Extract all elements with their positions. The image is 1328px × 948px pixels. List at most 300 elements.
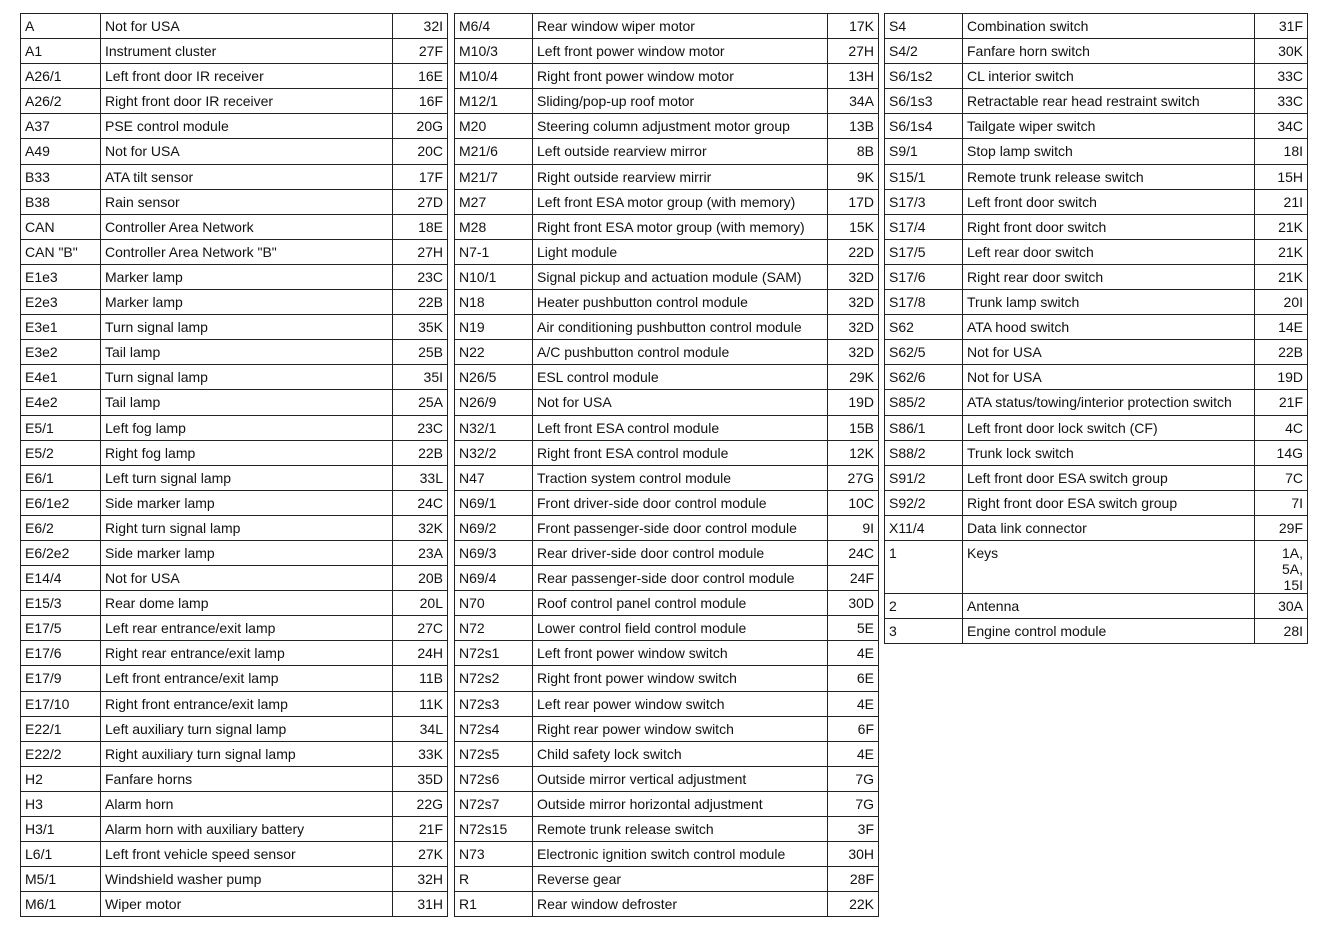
legend-row: [455, 139, 879, 164]
component-description: Stop lamp switch: [963, 139, 1255, 164]
component-description: Outside mirror horizontal adjustment: [533, 791, 828, 816]
component-description: Roof control panel control module: [533, 591, 828, 616]
legend-row: [455, 791, 879, 816]
component-description: Engine control module: [963, 619, 1255, 644]
grid-location: 18I: [1255, 139, 1308, 164]
legend-row: [21, 892, 448, 917]
legend-row: [455, 164, 879, 189]
legend-row: [885, 189, 1308, 214]
grid-location: 20I: [1255, 290, 1308, 315]
component-code: S4/2: [885, 39, 963, 64]
legend-row: [455, 465, 879, 490]
legend-row: [21, 139, 448, 164]
component-code: N72s6: [455, 766, 533, 791]
legend-row: [455, 691, 879, 716]
component-code: N72s1: [455, 641, 533, 666]
component-code: A1: [21, 39, 101, 64]
grid-location: 10C: [828, 490, 879, 515]
legend-row: [455, 14, 879, 39]
component-description: Fanfare horn switch: [963, 39, 1255, 64]
component-description: Left turn signal lamp: [101, 465, 393, 490]
component-description: Child safety lock switch: [533, 741, 828, 766]
grid-location: 21K: [1255, 214, 1308, 239]
grid-location: 6F: [828, 716, 879, 741]
component-code: M28: [455, 214, 533, 239]
legend-row: [885, 490, 1308, 515]
grid-location: 27F: [393, 39, 448, 64]
component-code: E22/1: [21, 716, 101, 741]
component-code: N26/9: [455, 390, 533, 415]
component-code: M6/1: [21, 892, 101, 917]
component-code: N18: [455, 290, 533, 315]
grid-location: 21I: [1255, 189, 1308, 214]
component-code: E1e3: [21, 264, 101, 289]
component-code: E5/2: [21, 440, 101, 465]
grid-location: 32D: [828, 264, 879, 289]
component-code: N69/2: [455, 515, 533, 540]
grid-location: 20L: [393, 591, 448, 616]
grid-location: 11K: [393, 691, 448, 716]
grid-location: 21K: [1255, 264, 1308, 289]
component-description: Sliding/pop-up roof motor: [533, 89, 828, 114]
legend-row: [455, 264, 879, 289]
component-description: Reverse gear: [533, 867, 828, 892]
component-description: Electronic ignition switch control module: [533, 842, 828, 867]
legend-row: [21, 390, 448, 415]
grid-location: 23A: [393, 540, 448, 565]
legend-row: [455, 641, 879, 666]
component-description: CL interior switch: [963, 64, 1255, 89]
component-description: Left front door IR receiver: [101, 64, 393, 89]
component-code: N19: [455, 315, 533, 340]
component-code: M10/4: [455, 64, 533, 89]
legend-row: [885, 440, 1308, 465]
legend-row: [455, 867, 879, 892]
legend-row: [21, 465, 448, 490]
component-description: Rain sensor: [101, 189, 393, 214]
legend-row: [885, 39, 1308, 64]
component-description: Data link connector: [963, 515, 1255, 540]
component-description: Right rear door switch: [963, 264, 1255, 289]
grid-location: 17F: [393, 164, 448, 189]
component-code: E17/6: [21, 641, 101, 666]
component-description: A/C pushbutton control module: [533, 340, 828, 365]
component-description: Wiper motor: [101, 892, 393, 917]
legend-row: [455, 540, 879, 565]
component-code: N32/1: [455, 415, 533, 440]
legend-row: [455, 440, 879, 465]
grid-location: 17D: [828, 189, 879, 214]
legend-row: [21, 741, 448, 766]
grid-location: 24F: [828, 566, 879, 591]
legend-row: [21, 716, 448, 741]
grid-location: 20G: [393, 114, 448, 139]
legend-row: [21, 490, 448, 515]
legend-row: [21, 867, 448, 892]
component-description: Left front ESA motor group (with memory): [533, 189, 828, 214]
component-description: Fanfare horns: [101, 766, 393, 791]
legend-row: [21, 440, 448, 465]
grid-location: 3F: [828, 817, 879, 842]
component-code: E15/3: [21, 591, 101, 616]
component-code: E2e3: [21, 290, 101, 315]
component-description: Front passenger-side door control module: [533, 515, 828, 540]
component-code: E22/2: [21, 741, 101, 766]
component-description: Left outside rearview mirror: [533, 139, 828, 164]
legend-row: [21, 290, 448, 315]
legend-row: [21, 641, 448, 666]
legend-row: [455, 892, 879, 917]
component-code: N72s4: [455, 716, 533, 741]
component-code: E6/1: [21, 465, 101, 490]
legend-row: [455, 842, 879, 867]
component-description: Signal pickup and actuation module (SAM): [533, 264, 828, 289]
component-description: Right front ESA motor group (with memory): [533, 214, 828, 239]
component-code: H2: [21, 766, 101, 791]
legend-row: [885, 415, 1308, 440]
component-description: Not for USA: [963, 365, 1255, 390]
legend-row: [21, 817, 448, 842]
grid-location: 7I: [1255, 490, 1308, 515]
component-code: 3: [885, 619, 963, 644]
component-code: B33: [21, 164, 101, 189]
component-code: E3e2: [21, 340, 101, 365]
legend-row: [455, 114, 879, 139]
component-code: S15/1: [885, 164, 963, 189]
component-code: N26/5: [455, 365, 533, 390]
component-description: Rear driver-side door control module: [533, 540, 828, 565]
legend-row: [455, 39, 879, 64]
legend-row: [21, 540, 448, 565]
grid-location: 35K: [393, 315, 448, 340]
component-code: M20: [455, 114, 533, 139]
grid-location: 24C: [393, 490, 448, 515]
grid-location: 25A: [393, 390, 448, 415]
component-description: Front driver-side door control module: [533, 490, 828, 515]
component-code: N69/4: [455, 566, 533, 591]
legend-row: [885, 465, 1308, 490]
grid-location: 7G: [828, 791, 879, 816]
grid-location: 27C: [393, 616, 448, 641]
grid-location: 33C: [1255, 64, 1308, 89]
grid-location: 28I: [1255, 619, 1308, 644]
grid-location: 30K: [1255, 39, 1308, 64]
component-code: E5/1: [21, 415, 101, 440]
component-description: Right front power window motor: [533, 64, 828, 89]
legend-row: [455, 214, 879, 239]
grid-location: 22B: [393, 440, 448, 465]
component-description: ATA tilt sensor: [101, 164, 393, 189]
component-code: N70: [455, 591, 533, 616]
grid-location: 24H: [393, 641, 448, 666]
component-description: Remote trunk release switch: [963, 164, 1255, 189]
component-description: Right front entrance/exit lamp: [101, 691, 393, 716]
component-code: S6/1s3: [885, 89, 963, 114]
component-description: Instrument cluster: [101, 39, 393, 64]
grid-location: 15K: [828, 214, 879, 239]
grid-location: 4E: [828, 641, 879, 666]
component-code: E14/4: [21, 566, 101, 591]
grid-location: 8B: [828, 139, 879, 164]
grid-location: 27G: [828, 465, 879, 490]
component-description: Keys: [963, 540, 1255, 593]
component-description: ESL control module: [533, 365, 828, 390]
component-code: N73: [455, 842, 533, 867]
component-description: Tail lamp: [101, 390, 393, 415]
component-code: N72s5: [455, 741, 533, 766]
legend-row: [21, 515, 448, 540]
component-code: X11/4: [885, 515, 963, 540]
component-code: S17/5: [885, 239, 963, 264]
component-code: E6/2: [21, 515, 101, 540]
component-description: ATA hood switch: [963, 315, 1255, 340]
component-code: A26/2: [21, 89, 101, 114]
component-description: Rear passenger-side door control module: [533, 566, 828, 591]
legend-row: [21, 340, 448, 365]
legend-row: [455, 89, 879, 114]
component-description: Rear dome lamp: [101, 591, 393, 616]
grid-location: 32D: [828, 340, 879, 365]
grid-location: 21K: [1255, 239, 1308, 264]
component-code: 1: [885, 540, 963, 593]
grid-location: 30A: [1255, 593, 1308, 618]
legend-row: [885, 214, 1308, 239]
component-code: E4e1: [21, 365, 101, 390]
legend-row: [885, 89, 1308, 114]
legend-row: [455, 741, 879, 766]
grid-location: 13B: [828, 114, 879, 139]
grid-location: 22B: [1255, 340, 1308, 365]
legend-row: [21, 842, 448, 867]
legend-row: [21, 566, 448, 591]
legend-row: [885, 114, 1308, 139]
component-description: Steering column adjustment motor group: [533, 114, 828, 139]
component-description: Combination switch: [963, 14, 1255, 39]
component-code: CAN: [21, 214, 101, 239]
legend-row: [455, 591, 879, 616]
legend-row: [455, 390, 879, 415]
legend-table-column-1: [20, 13, 448, 917]
legend-row: [885, 340, 1308, 365]
grid-location: 24C: [828, 540, 879, 565]
grid-location: 29F: [1255, 515, 1308, 540]
legend-row: [885, 619, 1308, 644]
legend-row: [885, 239, 1308, 264]
component-description: Not for USA: [101, 566, 393, 591]
component-code: N47: [455, 465, 533, 490]
component-code: S62/6: [885, 365, 963, 390]
grid-location: 15H: [1255, 164, 1308, 189]
component-code: E17/5: [21, 616, 101, 641]
grid-location: 33K: [393, 741, 448, 766]
component-description: Right front door IR receiver: [101, 89, 393, 114]
component-description: Alarm horn with auxiliary battery: [101, 817, 393, 842]
component-description: Left front ESA control module: [533, 415, 828, 440]
grid-location: 32D: [828, 290, 879, 315]
component-description: Right auxiliary turn signal lamp: [101, 741, 393, 766]
component-description: Right front power window switch: [533, 666, 828, 691]
legend-row: [21, 791, 448, 816]
component-code: M12/1: [455, 89, 533, 114]
legend-table-column-2: [454, 13, 879, 917]
legend-row: [885, 593, 1308, 618]
legend-row: [455, 290, 879, 315]
grid-location: 4E: [828, 741, 879, 766]
legend-row: [21, 666, 448, 691]
legend-row: [885, 14, 1308, 39]
component-description: Left rear door switch: [963, 239, 1255, 264]
component-description: Left front power window motor: [533, 39, 828, 64]
component-description: Rear window defroster: [533, 892, 828, 917]
component-description: Right rear entrance/exit lamp: [101, 641, 393, 666]
grid-location: 28F: [828, 867, 879, 892]
grid-location: 12K: [828, 440, 879, 465]
component-code: H3: [21, 791, 101, 816]
component-code: E3e1: [21, 315, 101, 340]
grid-location: 22K: [828, 892, 879, 917]
legend-row: [885, 515, 1308, 540]
legend-row: [455, 566, 879, 591]
grid-location: 20B: [393, 566, 448, 591]
legend-row: [455, 616, 879, 641]
legend-row: [21, 365, 448, 390]
legend-row: [885, 264, 1308, 289]
component-code: N32/2: [455, 440, 533, 465]
grid-location: 20C: [393, 139, 448, 164]
component-description: Left front door lock switch (CF): [963, 415, 1255, 440]
grid-location: 31H: [393, 892, 448, 917]
component-description: Outside mirror vertical adjustment: [533, 766, 828, 791]
legend-row: [885, 164, 1308, 189]
component-code: E17/10: [21, 691, 101, 716]
component-description: Right fog lamp: [101, 440, 393, 465]
component-description: Air conditioning pushbutton control module: [533, 315, 828, 340]
grid-location: 19D: [828, 390, 879, 415]
component-code: B38: [21, 189, 101, 214]
grid-location: 23C: [393, 415, 448, 440]
component-code: S9/1: [885, 139, 963, 164]
component-description: Left auxiliary turn signal lamp: [101, 716, 393, 741]
component-description: Windshield washer pump: [101, 867, 393, 892]
legend-row: [455, 315, 879, 340]
grid-location: 27D: [393, 189, 448, 214]
legend-row: [455, 666, 879, 691]
legend-table-column-3: [884, 13, 1308, 644]
grid-location: 33L: [393, 465, 448, 490]
component-description: Right front door ESA switch group: [963, 490, 1255, 515]
grid-location: 32K: [393, 515, 448, 540]
component-code: A37: [21, 114, 101, 139]
grid-location: 35D: [393, 766, 448, 791]
component-code: N10/1: [455, 264, 533, 289]
grid-location: 11B: [393, 666, 448, 691]
component-description: Heater pushbutton control module: [533, 290, 828, 315]
component-code: S17/8: [885, 290, 963, 315]
component-code: E6/1e2: [21, 490, 101, 515]
grid-location: 4C: [1255, 415, 1308, 440]
legend-row: [21, 264, 448, 289]
legend-row: [21, 189, 448, 214]
component-description: Light module: [533, 239, 828, 264]
legend-row: [21, 691, 448, 716]
component-code: N72s3: [455, 691, 533, 716]
grid-location: 34A: [828, 89, 879, 114]
legend-row: [21, 616, 448, 641]
component-code: A: [21, 14, 101, 39]
grid-location: 23C: [393, 264, 448, 289]
component-description: Trunk lock switch: [963, 440, 1255, 465]
legend-row: [21, 214, 448, 239]
component-code: M21/7: [455, 164, 533, 189]
component-code: A49: [21, 139, 101, 164]
grid-location: 29K: [828, 365, 879, 390]
grid-location: 31F: [1255, 14, 1308, 39]
component-description: Left rear entrance/exit lamp: [101, 616, 393, 641]
grid-location: 7C: [1255, 465, 1308, 490]
legend-row: [455, 515, 879, 540]
legend-row: [21, 39, 448, 64]
component-code: S91/2: [885, 465, 963, 490]
grid-location: 21F: [1255, 390, 1308, 415]
legend-row: [455, 766, 879, 791]
legend-row: [885, 64, 1308, 89]
component-code: E4e2: [21, 390, 101, 415]
component-code: M5/1: [21, 867, 101, 892]
legend-row: [21, 14, 448, 39]
component-description: Right rear power window switch: [533, 716, 828, 741]
component-description: Tailgate wiper switch: [963, 114, 1255, 139]
grid-location: 35I: [393, 365, 448, 390]
component-code: S6/1s2: [885, 64, 963, 89]
component-code: N72: [455, 616, 533, 641]
legend-row: [21, 89, 448, 114]
grid-location: 22G: [393, 791, 448, 816]
component-code: M27: [455, 189, 533, 214]
legend-row: [885, 365, 1308, 390]
legend-row: [455, 415, 879, 440]
component-code: N72s7: [455, 791, 533, 816]
component-description: Controller Area Network "B": [101, 239, 393, 264]
component-description: Remote trunk release switch: [533, 817, 828, 842]
grid-location: 16E: [393, 64, 448, 89]
component-description: ATA status/towing/interior protection switch: [963, 390, 1255, 415]
component-code: S62/5: [885, 340, 963, 365]
grid-location: 9K: [828, 164, 879, 189]
grid-location: 25B: [393, 340, 448, 365]
legend-row: [21, 415, 448, 440]
legend-row: [21, 591, 448, 616]
grid-location: 9I: [828, 515, 879, 540]
component-code: N69/3: [455, 540, 533, 565]
component-description: Retractable rear head restraint switch: [963, 89, 1255, 114]
component-description: Lower control field control module: [533, 616, 828, 641]
component-description: Left front entrance/exit lamp: [101, 666, 393, 691]
component-description: Side marker lamp: [101, 490, 393, 515]
component-description: Marker lamp: [101, 264, 393, 289]
grid-location: 14E: [1255, 315, 1308, 340]
component-description: Right outside rearview mirrir: [533, 164, 828, 189]
legend-row: [21, 239, 448, 264]
component-description: Rear window wiper motor: [533, 14, 828, 39]
component-description: Traction system control module: [533, 465, 828, 490]
component-code: L6/1: [21, 842, 101, 867]
component-description: Alarm horn: [101, 791, 393, 816]
legend-row: [21, 164, 448, 189]
grid-location: 7G: [828, 766, 879, 791]
grid-location: 34C: [1255, 114, 1308, 139]
component-description: Right turn signal lamp: [101, 515, 393, 540]
legend-row: [885, 139, 1308, 164]
